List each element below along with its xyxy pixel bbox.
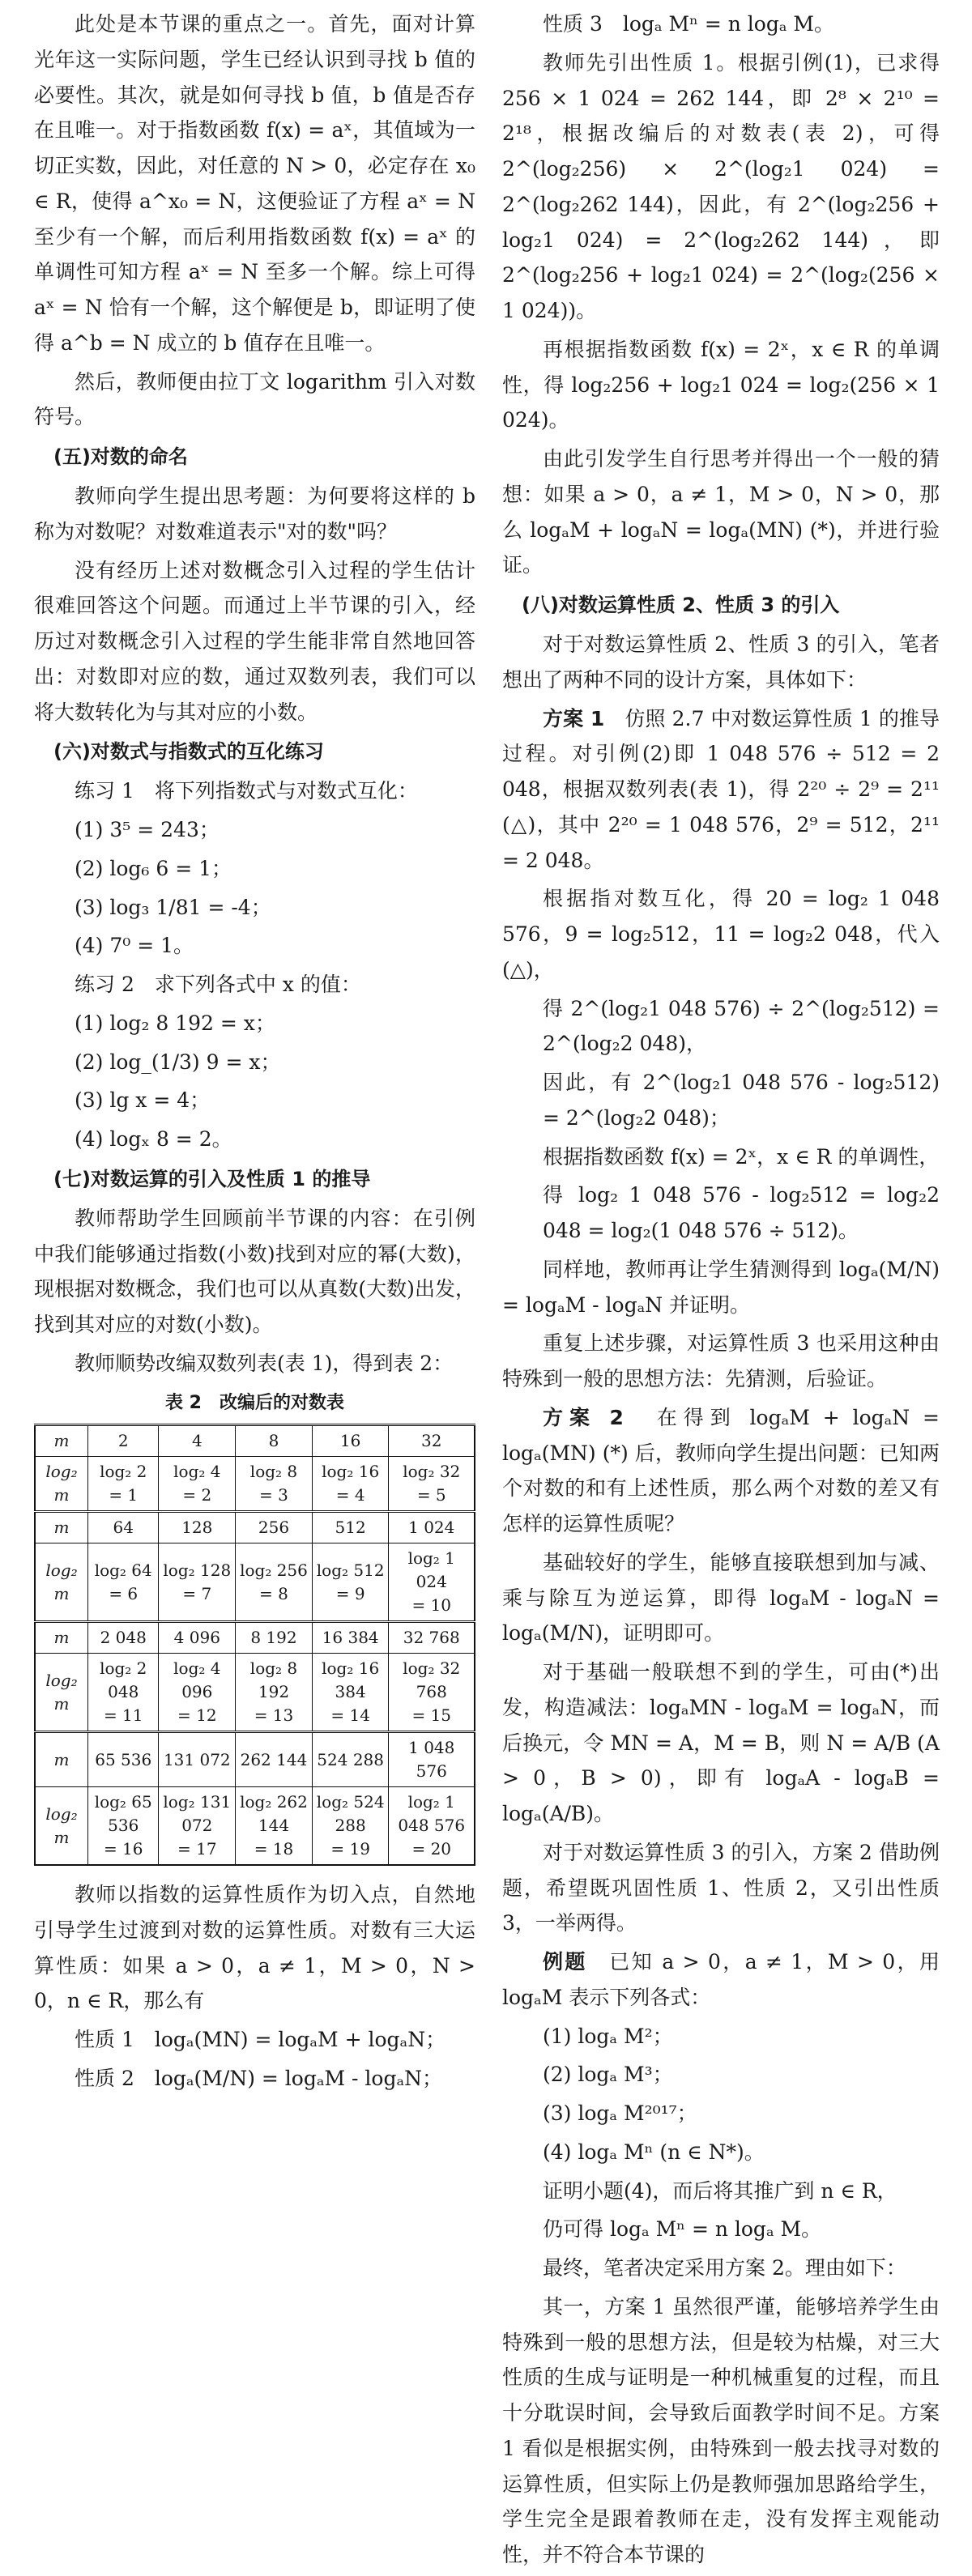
table-cell-log xyxy=(389,1543,475,1622)
log-value: = 13 xyxy=(254,1705,294,1725)
table-cell-m: 2 xyxy=(88,1425,159,1457)
example-label: 例题 xyxy=(543,1950,587,1974)
log-expression: log₂ 65 536 xyxy=(94,1792,152,1835)
right-column xyxy=(502,6,940,2576)
paragraph: 对于对数运算性质 2、性质 3 的引入，笔者想出了两种不同的设计方案，具体如下： xyxy=(502,632,940,692)
section-heading: (六)对数式与指数式的互化练习 xyxy=(53,740,324,764)
row-header-m: m xyxy=(35,1732,88,1787)
exercise-item: (1) 3⁵ = 243； xyxy=(75,818,220,841)
log-expression: log₂ 4 xyxy=(173,1462,221,1481)
table-cell-log xyxy=(312,1654,389,1732)
table-cell-m: 65 536 xyxy=(88,1732,159,1787)
paragraph: 最终，笔者决定采用方案 2。理由如下： xyxy=(543,2256,906,2280)
table-cell-m: 1 024 xyxy=(389,1512,475,1543)
table-cell-m: 4 xyxy=(159,1425,236,1457)
row-header-m: m xyxy=(35,1622,88,1654)
exercise-item: (4) logₓ 8 = 2。 xyxy=(75,1127,232,1151)
log-value: = 1 xyxy=(109,1485,139,1505)
table-cell-log xyxy=(236,1543,313,1622)
table-row xyxy=(35,1787,475,1866)
log-expression: log₂ 32 768 xyxy=(403,1658,461,1701)
table-cell-m: 32 xyxy=(389,1425,475,1457)
row-header-log: log₂ m xyxy=(35,1543,88,1622)
paragraph: 教师以指数的运算性质作为切入点，自然地引导学生过渡到对数的运算性质。对数有三大运算性质：如果 a > 0，a ≠ 1，M > 0，N > 0，n ∈ R，那么有 xyxy=(34,1883,475,2013)
exercise-prompt: 练习 2 求下列各式中 x 的值： xyxy=(75,973,361,996)
log-value: = 7 xyxy=(182,1583,212,1603)
exercise-item: (2) log_(1/3) 9 = x； xyxy=(75,1050,281,1074)
equation-line: 根据指数函数 f(x) = 2ˣ，x ∈ R 的单调性， xyxy=(543,1144,940,1169)
exercise-prompt: 练习 1 将下列指数式与对数式互化： xyxy=(75,779,418,803)
log-expression: log₂ 2 xyxy=(100,1462,147,1481)
table-cell-m: 4 096 xyxy=(159,1622,236,1654)
paragraph: 重复上述步骤，对运算性质 3 也采用这种由特殊到一般的思想方法：先猜测，后验证。 xyxy=(502,1331,940,1390)
row-header-m: m xyxy=(35,1425,88,1457)
equation-line: 得 2^(log₂1 048 576) ÷ 2^(log₂512) = 2^(log₂2 048)， xyxy=(543,996,940,1056)
paragraph: 同样地，教师再让学生猜测得到 logₐ(M/N) = logₐM - logₐN 并证明。 xyxy=(502,1257,940,1317)
log-expression: log₂ 1 048 576 xyxy=(398,1792,466,1835)
paragraph: 证明小题(4)，而后将其推广到 n ∈ R， xyxy=(543,2178,897,2203)
table-row xyxy=(35,1457,475,1512)
table-row xyxy=(35,1732,475,1787)
left-column xyxy=(34,6,475,2100)
equation-line: 因此，有 2^(log₂1 048 576 - log₂512) = 2^(log₂2 048)； xyxy=(543,1071,940,1130)
paragraph: 由此引发学生自行思考并得出一个一般的猜想：如果 a > 0，a ≠ 1，M > 0，N > 0，那么 logₐM + logₐN = logₐ(MN) (*)，并进行验证。 xyxy=(502,447,940,577)
row-header-log: log₂ m xyxy=(35,1457,88,1512)
row-header-m: m xyxy=(35,1512,88,1543)
table-cell-m: 16 384 xyxy=(312,1622,389,1654)
table-cell-log xyxy=(389,1787,475,1866)
log-value: = 4 xyxy=(335,1485,365,1505)
section-heading: (八)对数运算性质 2、性质 3 的引入 xyxy=(522,594,840,616)
exercise-item: (2) log₆ 6 = 1； xyxy=(75,856,232,880)
table-cell-m: 64 xyxy=(88,1512,159,1543)
log-expression: log₂ 32 xyxy=(403,1462,461,1481)
table-cell-log xyxy=(389,1457,475,1512)
paragraph: 对于对数运算性质 3 的引入，方案 2 借助例题，希望既巩固性质 1、性质 2，又引出性质 3，一举两得。 xyxy=(502,1840,940,1935)
property-2: 性质 2 logₐ(M/N) = logₐM - logₐN； xyxy=(75,2066,442,2090)
log-value: = 17 xyxy=(177,1839,217,1859)
table-cell-m: 2 048 xyxy=(88,1622,159,1654)
table-row xyxy=(35,1512,475,1543)
paragraph: 此处是本节课的重点之一。首先，面对计算光年这一实际问题，学生已经认识到寻找 b 值的必要性。其次，就是如何寻找 b 值，b 值是否存在且唯一。对于指数函数 f(x) = aˣ，其值域为一切正实数，因此，对任意的 N > 0，必定存在 x₀ ∈ R，使得 a^x₀ = N，这便验证了方程 aˣ = N 至少有一个解，而后利用指数函数 f(x) = aˣ 的单调性可知方程 aˣ = N 至多一个解。综上可得 aˣ = N 恰有一个解，这个解便是 b，即证明了使得 a^b = N 成立的 b 值存在且唯一。 xyxy=(34,12,475,355)
table-cell-log xyxy=(88,1654,159,1732)
log-value: = 10 xyxy=(411,1595,452,1615)
log-expression: log₂ 16 384 xyxy=(322,1658,380,1701)
paragraph: 教师顺势改编双数列表(表 1)，得到表 2： xyxy=(75,1351,454,1375)
plan-1-text: 仿照 2.7 中对数运算性质 1 的推导过程。对引例(2)即 1 048 576 ÷ 512 = 2 048，根据双数列表(表 1)，得 2²⁰ ÷ 2⁹ = 2¹¹ (△)，其中 2²⁰ = 1 048 576，2⁹ = 512，2¹¹ = 2 048。 xyxy=(502,706,940,872)
table-cell-m: 512 xyxy=(312,1512,389,1543)
plan-2 xyxy=(502,1400,940,1542)
table-cell-m: 128 xyxy=(159,1512,236,1543)
log-value: = 8 xyxy=(259,1583,288,1603)
log-value: = 9 xyxy=(335,1583,365,1603)
table-cell-log xyxy=(312,1457,389,1512)
paragraph: 然后，教师便由拉丁文 logarithm 引入对数符号。 xyxy=(34,369,475,429)
log-value: = 20 xyxy=(411,1839,452,1859)
equation-line: 得 log₂ 1 048 576 - log₂512 = log₂2 048 = log₂(1 048 576 ÷ 512)。 xyxy=(543,1183,940,1242)
plan-1 xyxy=(502,701,940,879)
example-item: (2) logₐ M³； xyxy=(543,2063,673,2087)
table-cell-log xyxy=(159,1787,236,1866)
table-cell-log xyxy=(88,1543,159,1622)
property-1: 性质 1 logₐ(MN) = logₐM + logₐN； xyxy=(75,2028,446,2051)
table-cell-m: 1 048 576 xyxy=(389,1732,475,1787)
table-cell-log xyxy=(236,1654,313,1732)
exercise-item: (3) lg x = 4； xyxy=(75,1088,211,1113)
paragraph: 仍可得 logₐ Mⁿ = n logₐ M。 xyxy=(543,2217,822,2242)
log-value: = 6 xyxy=(109,1583,139,1603)
log-value: = 16 xyxy=(103,1839,143,1859)
table-title: 表 2 改编后的对数表 xyxy=(165,1392,344,1413)
table-cell-m: 131 072 xyxy=(159,1732,236,1787)
plan-2-text: 在得到 logₐM + logₐN = logₐ(MN) (*) 后，教师向学生提出问题：已知两个对数的和有上述性质，那么两个对数的差又有怎样的运算性质呢？ xyxy=(502,1405,940,1535)
log-value: = 19 xyxy=(330,1839,370,1859)
exercise-item: (3) log₃ 1/81 = -4； xyxy=(75,895,271,919)
log-expression: log₂ 8 192 xyxy=(249,1658,298,1701)
paragraph: 教师帮助学生回顾前半节课的内容：在引例中我们能够通过指数(小数)找到对应的幂(大数)，现根据对数概念，我们也可以从真数(大数)出发，找到其对应的对数(小数)。 xyxy=(34,1206,475,1336)
log-value: = 5 xyxy=(416,1485,446,1505)
paragraph: 没有经历上述对数概念引入过程的学生估计很难回答这个问题。而通过上半节课的引入，经历过对数概念引入过程的学生能非常自然地回答出：对数即对应的数，通过双数列表，我们可以将大数转化为与其对应的小数。 xyxy=(34,558,475,724)
exercise-item: (4) 7⁰ = 1。 xyxy=(75,934,194,958)
example-text: 已知 a > 0，a ≠ 1，M > 0，用 logₐM 表示下列各式： xyxy=(502,1950,940,2009)
log-value: = 14 xyxy=(330,1705,370,1725)
paragraph: 再根据指数函数 f(x) = 2ˣ，x ∈ R 的单调性，得 log₂256 + log₂1 024 = log₂(256 × 1 024)。 xyxy=(502,337,940,432)
table-cell-m: 8 192 xyxy=(236,1622,313,1654)
example xyxy=(502,1944,940,2016)
paragraph: 对于基础一般联想不到的学生，可由(*)出发，构造减法：logₐMN - logₐM = logₐN，而后换元，令 MN = A，M = B，则 N = A/B (A > 0，B > 0)，即有 logₐA - logₐB = logₐ(A/B)。 xyxy=(502,1660,940,1825)
log-expression: log₂ 16 xyxy=(322,1462,380,1481)
table-cell-m: 32 768 xyxy=(389,1622,475,1654)
paragraph: 教师向学生提出思考题：为何要将这样的 b 称为对数呢？对数难道表示"对的数"吗？ xyxy=(34,484,475,543)
table-row xyxy=(35,1543,475,1622)
paragraph: 其一，方案 1 虽然很严谨，能够培养学生由特殊到一般的思想方法，但是较为枯燥，对三大性质的生成与证明是一种机械重复的过程，而且十分耽误时间，会导致后面教学时间不足。方案 1 看似是根据实例，由特殊到一般去找寻对数的运算性质，但实际上仍是教师强加思路给学生，学生完全是跟着教师在走，没有发挥主观能动性，并不符合本节课的 xyxy=(502,2294,940,2566)
plan-2-label: 方案 2 xyxy=(543,1405,624,1429)
table-cell-log xyxy=(389,1654,475,1732)
table-cell-log xyxy=(312,1543,389,1622)
table-cell-m: 256 xyxy=(236,1512,313,1543)
table-cell-m: 524 288 xyxy=(312,1732,389,1787)
section-heading: (七)对数运算的引入及性质 1 的推导 xyxy=(53,1167,371,1190)
paragraph: 基础较好的学生，能够直接联想到加与减、乘与除互为逆运算，即得 logₐM - logₐN = logₐ(M/N)，证明即可。 xyxy=(502,1550,940,1646)
example-item: (4) logₐ Mⁿ (n ∈ N*)。 xyxy=(543,2140,765,2164)
log-expression: log₂ 256 xyxy=(240,1560,308,1580)
example-item: (1) logₐ M²； xyxy=(543,2024,673,2048)
log-value: = 3 xyxy=(259,1485,288,1505)
example-item: (3) logₐ M²⁰¹⁷； xyxy=(543,2101,697,2125)
exercise-item: (1) log₂ 8 192 = x； xyxy=(75,1011,275,1035)
table-row xyxy=(35,1425,475,1457)
log-expression: log₂ 128 xyxy=(163,1560,232,1580)
table-cell-log xyxy=(88,1457,159,1512)
paragraph: 根据指对数互化，得 20 = log₂ 1 048 576，9 = log₂512，11 = log₂2 048，代入(△)， xyxy=(502,887,940,981)
table-row xyxy=(35,1622,475,1654)
table-cell-m: 16 xyxy=(312,1425,389,1457)
log-expression: log₂ 512 xyxy=(316,1560,385,1580)
log-value: = 2 xyxy=(182,1485,212,1505)
log-value: = 12 xyxy=(177,1705,217,1725)
table-cell-log xyxy=(159,1654,236,1732)
log-expression: log₂ 4 096 xyxy=(173,1658,221,1701)
log-value: = 15 xyxy=(411,1705,452,1725)
row-header-log: log₂ m xyxy=(35,1787,88,1866)
log-table xyxy=(34,1424,475,1866)
table-row xyxy=(35,1654,475,1732)
log-expression: log₂ 262 144 xyxy=(240,1792,308,1835)
log-expression: log₂ 8 xyxy=(249,1462,298,1481)
table-cell-log xyxy=(159,1457,236,1512)
log-expression: log₂ 1 024 xyxy=(407,1548,455,1591)
plan-1-label: 方案 1 xyxy=(543,706,605,730)
table-cell-m: 262 144 xyxy=(236,1732,313,1787)
property-3: 性质 3 logₐ Mⁿ = n logₐ M。 xyxy=(543,12,835,36)
paragraph: 教师先引出性质 1。根据引例(1)，已求得 256 × 1 024 = 262 144，即 2⁸ × 2¹⁰ = 2¹⁸，根据改编后的对数表(表 2)，可得 2^(log₂256) × 2^(log₂1 024) = 2^(log₂262 144)，因此，有 2^(log₂256 + log₂1 024) = 2^(log₂262 144)，即 2^(log₂256 + log₂1 024) = 2^(log₂(256 × 1 024))。 xyxy=(502,50,940,322)
row-header-log: log₂ m xyxy=(35,1654,88,1732)
table-cell-m: 8 xyxy=(236,1425,313,1457)
log-value: = 18 xyxy=(254,1839,294,1859)
log-expression: log₂ 524 288 xyxy=(316,1792,385,1835)
table-cell-log xyxy=(312,1787,389,1866)
log-expression: log₂ 2 048 xyxy=(100,1658,147,1701)
section-heading: (五)对数的命名 xyxy=(53,445,188,468)
table-cell-log xyxy=(236,1787,313,1866)
log-expression: log₂ 64 xyxy=(94,1560,152,1580)
table-cell-log xyxy=(88,1787,159,1866)
table-cell-log xyxy=(159,1543,236,1622)
log-value: = 11 xyxy=(103,1705,143,1725)
table-cell-log xyxy=(236,1457,313,1512)
log-expression: log₂ 131 072 xyxy=(163,1792,232,1835)
